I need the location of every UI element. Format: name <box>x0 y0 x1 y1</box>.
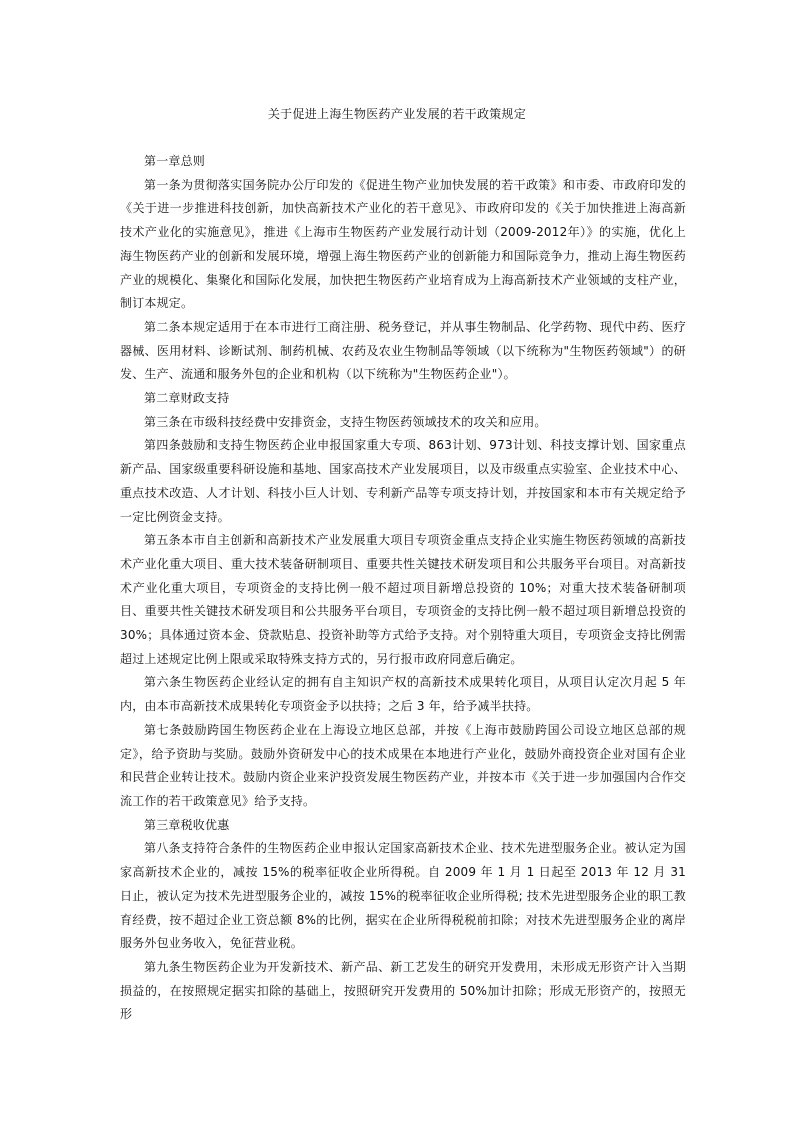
article-paragraph: 第三条在市级科技经费中安排资金，支持生物医药领域技术的攻关和应用。 <box>144 414 547 429</box>
article-paragraph: 第七条鼓励跨国生物医药企业在上海设立地区总部，并按《上海市鼓励跨国公司设立地区总部的规定》，给予资助与奖励。鼓励外资研发中心的技术成果在本地进行产业化，鼓励外商投资企业对国有企业和民营企业转让技术。鼓励内资企业来沪投资发展生物医药产业，并按本市《关于进一步加强国内合作交流工作的若干政策意见》给予支持。 <box>120 722 686 808</box>
document-body <box>120 150 686 1027</box>
article-paragraph: 第二条本规定适用于在本市进行工商注册、税务登记，并从事生物制品、化学药物、现代中药、医疗器械、医用材料、诊断试剂、制药机械、农药及农业生物制品等领域（以下统称为"生物医药领域"）的研发、生产、流通和服务外包的企业和机构（以下统称为"生物医药企业"）。 <box>120 319 686 382</box>
chapter-heading: 第三章税收优惠 <box>144 817 230 832</box>
document-title: 关于促进上海生物医药产业发展的若干政策规定 <box>267 107 527 121</box>
article-paragraph: 第五条本市自主创新和高新技术产业发展重大项目专项资金重点支持企业实施生物医药领域的高新技术产业化重大项目、重大技术装备研制项目、重要共性关键技术研发项目和公共服务平台项目。对高新技术产业化重大项目，专项资金的支持比例一般不超过项目新增总投资的 10%；对重大技术装备研制项目、重要共性关键技术研发项目和公共服务平台项目，专项资金的支持比例一般不超过项目新增总投资的 30%；具体通过资本金、贷款贴息、投资补助等方式给予支持。对个别特重大项目，专项资金支持比例需超过上述规定比例上限或采取特殊支持方式的，另行报市政府同意后确定。 <box>120 533 686 666</box>
article-paragraph: 第八条支持符合条件的生物医药企业申报认定国家高新技术企业、技术先进型服务企业。被认定为国家高新技术企业的，减按 15%的税率征收企业所得税。自 2009 年 1 月 1 日起至 2013 年 12 月 31 日止，被认定为技术先进型服务企业的，减按 15%的税率征收企业所得税; 技术先进型服务企业的职工教育经费，按不超过企业工资总额 8%的比例，据实在企业所得税税前扣除；对技术先进型服务企业的离岸服务外包业务收入，免征营业税。 <box>120 841 686 951</box>
article-paragraph: 第六条生物医药企业经认定的拥有自主知识产权的高新技术成果转化项目，从项目认定次月起 5 年内，由本市高新技术成果转化专项资金予以扶持；之后 3 年，给予减半扶持。 <box>120 675 686 714</box>
article-paragraph: 第一条为贯彻落实国务院办公厅印发的《促进生物产业加快发展的若干政策》和市委、市政府印发的《关于进一步推进科技创新，加快高新技术产业化的若干意见》、市政府印发的《关于加快推进上海高新技术产业化的实施意见》，推进《上海市生物医药产业发展行动计划（2009-2012年）》的实施，优化上海生物医药产业的创新和发展环境，增强上海生物医药产业的创新能力和国际竞争力，推动上海生物医药产业的规模化、集聚化和国际化发展，加快把生物医药产业培育成为上海高新技术产业领域的支柱产业，制订本规定。 <box>120 177 686 311</box>
chapter-heading: 第二章财政支持 <box>144 391 230 406</box>
article-paragraph: 第四条鼓励和支持生物医药企业申报国家重大专项、863计划、973计划、科技支撑计划、国家重点新产品、国家级重要科研设施和基地、国家高技术产业发展项目，以及市级重点实验室、企业技术中心、重点技术改造、人才计划、科技小巨人计划、专利新产品等专项支持计划，并按国家和本市有关规定给予一定比例资金支持。 <box>120 438 686 524</box>
chapter-heading: 第一章总则 <box>144 154 206 168</box>
article-paragraph: 第九条生物医药企业为开发新技术、新产品、新工艺发生的研究开发费用，未形成无形资产计入当期损益的，在按照规定据实扣除的基础上，按照研究开发费用的 50%加计扣除；形成无形资产的，按照无形 <box>120 959 686 1022</box>
